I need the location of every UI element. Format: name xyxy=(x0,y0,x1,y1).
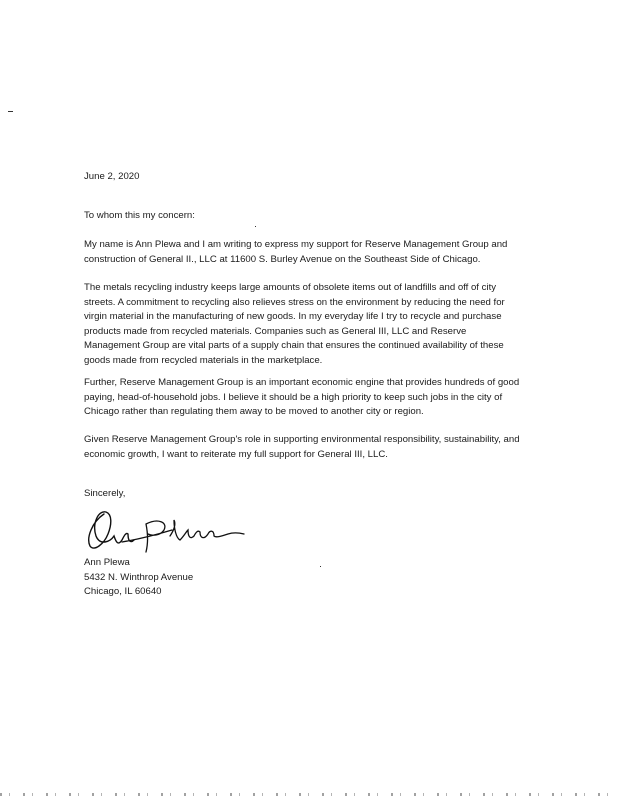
handwritten-signature xyxy=(82,500,252,562)
scan-speck xyxy=(255,226,256,227)
letter-paragraph-recycling: The metals recycling industry keeps large amounts of obsolete items out of landfills and off of city streets. A commitment to recycling also relieves stress on the environment by reducing the need for virgin material in the manufacturing of new goods. In my everyday life I try to recycle and purchase products made from recycled materials. Companies such as General III, LLC and Reserve Management Group are vital parts of a supply chain that ensures the continued availability of these goods made from recycled materials in the marketplace. xyxy=(84,282,505,366)
letter-salutation: To whom this my concern: xyxy=(84,210,195,221)
signer-street: 5432 N. Winthrop Avenue xyxy=(84,571,194,583)
signer-block xyxy=(84,556,524,600)
scan-speck xyxy=(8,111,13,112)
signer-city: Chicago, IL 60640 xyxy=(84,586,162,598)
letter-paragraph-conclusion: Given Reserve Management Group's role in supporting environmental responsibility, sustainability, and economic growth, I want to reiterate my full support for General III, LLC. xyxy=(84,434,520,460)
signer-name: Ann Plewa xyxy=(84,557,130,568)
letter-paragraph-intro: My name is Ann Plewa and I am writing to express my support for Reserve Management Group and construction of General II., LLC at 11600 S. Burley Avenue on the Southeast Side of Chicago. xyxy=(84,239,508,265)
letter-paragraph-jobs: Further, Reserve Management Group is an important economic engine that provides hundreds of good paying, head-of-household jobs. I believe it should be a high priority to keep such jobs in the city of Chicago rather than regulating them away to be moved to another city or region. xyxy=(84,377,520,418)
letter-closing: Sincerely, xyxy=(84,488,126,499)
letter-date: June 2, 2020 xyxy=(84,171,140,182)
scan-noise-line xyxy=(0,793,618,796)
